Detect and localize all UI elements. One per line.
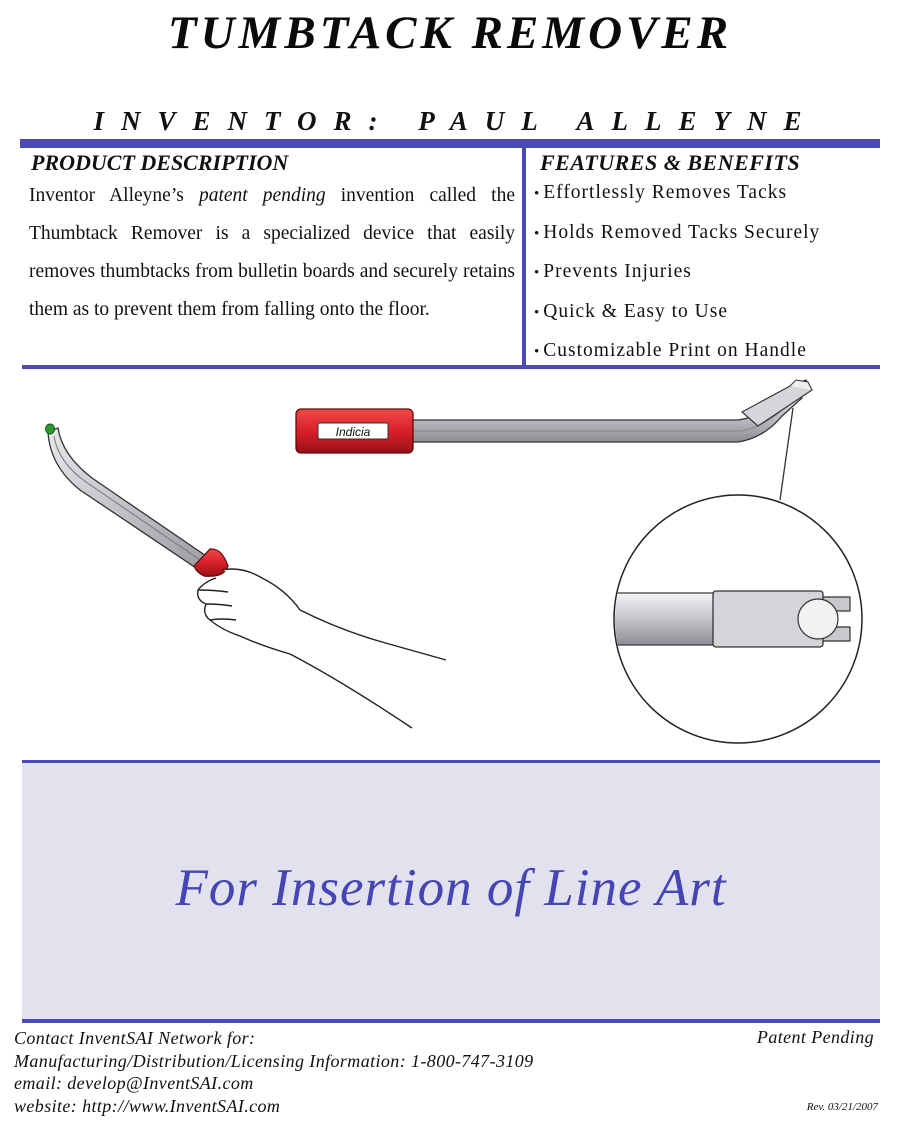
features-heading: FEATURES & BENEFITS <box>540 150 801 175</box>
product-description-text: Inventor Alleyne’s patent pending invention called the Thumbtack Remover is a specialized device that easily removes thumbtacks from bulletin boards and securely retains them as to prevent them from falling onto the floor. <box>29 185 515 320</box>
revision-date: Rev. 03/21/2007 <box>806 1101 878 1113</box>
handheld-tool <box>46 424 229 576</box>
bullet-icon: • <box>534 304 541 321</box>
callout-line <box>780 408 793 500</box>
detail-magnifier <box>600 495 862 743</box>
website-link[interactable]: website: http://www.InventSAI.com <box>14 1095 281 1116</box>
list-item: • Holds Removed Tacks Securely <box>534 221 821 243</box>
patent-status: Patent Pending <box>756 1027 874 1047</box>
list-item: • Effortlessly Removes Tacks <box>534 182 788 203</box>
hand-icon <box>198 569 446 728</box>
bullet-icon: • <box>534 186 541 202</box>
tack-slot-icon <box>798 599 838 639</box>
email-link[interactable]: email: develop@InventSAI.com <box>14 1073 254 1093</box>
bullet-icon: • <box>534 225 541 242</box>
list-item: • Customizable Print on Handle <box>534 340 807 361</box>
list-item: • Quick & Easy to Use <box>534 300 728 322</box>
product-description-heading: PRODUCT DESCRIPTION <box>31 150 289 175</box>
page-title: TUMBTACK REMOVER <box>167 7 733 59</box>
bullet-icon: • <box>534 265 541 281</box>
bullet-icon: • <box>534 344 541 360</box>
green-tip-icon <box>46 424 55 434</box>
footer-contact <box>14 1027 614 1117</box>
patent-pending-emphasis: patent pending <box>198 185 326 206</box>
list-item: • Prevents Injuries <box>534 261 692 282</box>
line-art-placeholder-text: For Insertion of Line Art <box>175 859 727 917</box>
licensing-info: Manufacturing/Distribution/Licensing Information: 1-800-747-3109 <box>14 1050 534 1071</box>
art-bottom-divider <box>22 1019 880 1023</box>
inventor-line: INVENTOR: PAUL ALLEYNE <box>93 106 819 136</box>
contact-heading: Contact InventSAI Network for: <box>14 1028 256 1048</box>
handle-label: Indicia <box>335 425 371 439</box>
horizontal-tool <box>296 380 812 453</box>
